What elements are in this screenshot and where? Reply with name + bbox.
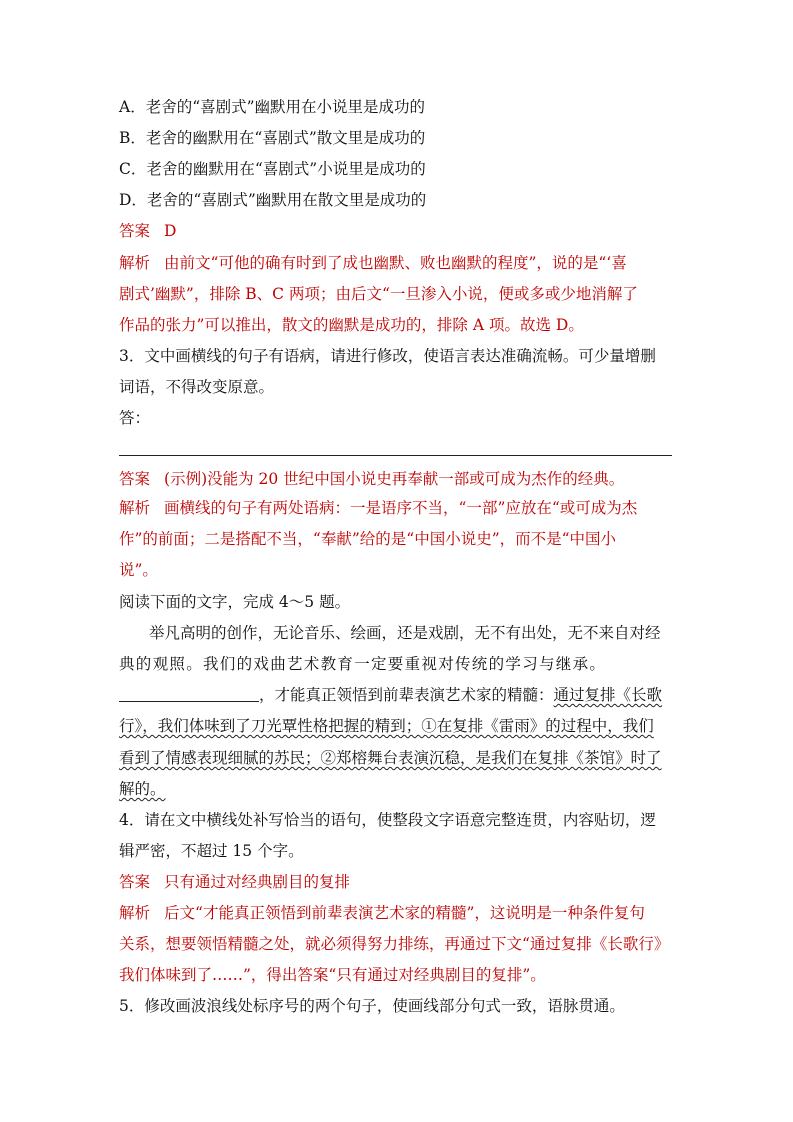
wavy-underlined-text: 通过复排《长歌 xyxy=(553,686,663,704)
option-b: B．老舍的幽默用在“喜剧式”散文里是成功的 xyxy=(119,129,426,147)
passage-line-6 xyxy=(119,779,679,799)
q3-answer xyxy=(119,469,679,489)
q2-analysis-line-1: 解析 由前文“可他的确有时到了成也幽默、败也幽默的程度”，说的是“‘喜 xyxy=(119,254,627,272)
passage-line-2: 典的观照。我们的戏曲艺术教育一定要重视对传统的学习与继承。 xyxy=(119,655,607,673)
q3-analysis-line-1: 解析 画横线的句子有两处语病：一是语序不当，“一部”应放在“或可成为杰 xyxy=(119,499,638,517)
q3-question-line-1: 3．文中画横线的句子有语病，请进行修改，使语言表达准确流畅。可少量增删 xyxy=(119,347,656,365)
passage-line-4 xyxy=(119,716,679,736)
answer-value: (示例)没能为 20 世纪中国小说史再奉献一部或可成为杰作的经典。 xyxy=(164,470,625,488)
fill-in-blank[interactable] xyxy=(119,687,259,702)
answer-value: 只有通过对经典剧目的复排 xyxy=(164,873,351,891)
q2-analysis-line-3: 作品的张力”可以推出，散文的幽默是成功的，排除 A 项。故选 D。 xyxy=(119,316,584,334)
passage-line-5 xyxy=(119,748,679,768)
option-c: C．老舍的幽默用在“喜剧式”小说里是成功的 xyxy=(119,160,426,178)
wavy-underlined-text: 看到了情感表现细腻的苏民；②郑榕舞台表演沉稳，是我们在复排《茶馆》时了 xyxy=(119,749,662,767)
answer-value: D xyxy=(164,222,177,240)
answer-label: 答案 xyxy=(119,873,151,891)
q3-answer-prompt: 答： xyxy=(119,409,151,427)
answer-label: 答案 xyxy=(119,222,151,240)
passage-intro: 阅读下面的文字，完成 4～5 题。 xyxy=(119,593,351,611)
analysis-label: 解析 xyxy=(119,499,151,517)
q4-analysis-line-1: 解析 后文“才能真正领悟到前辈表演艺术家的精髓”，这说明是一种条件复句 xyxy=(119,904,645,922)
option-a: A．老舍的“喜剧式”幽默用在小说里是成功的 xyxy=(119,98,426,116)
passage-line-3: ，才能真正领悟到前辈表演艺术家的精髓：通过复排《长歌 xyxy=(119,685,679,705)
analysis-label: 解析 xyxy=(119,904,151,922)
analysis-label: 解析 xyxy=(119,254,151,272)
q3-analysis-line-2: 作”的前面；二是搭配不当，“奉献”给的是“中国小说史”，而不是“中国小 xyxy=(119,530,617,548)
q2-analysis-line-2: 剧式’幽默”，排除 B、C 两项；由后文“一旦渗入小说，便或多或少地消解了 xyxy=(119,285,638,303)
passage-line-1: 举凡高明的创作，无论音乐、绘画，还是戏剧，无不有出处，无不来自对经 xyxy=(149,624,661,642)
q3-analysis-line-3: 说”。 xyxy=(119,561,158,579)
q4-question-line-1: 4．请在文中横线处补写恰当的语句，使整段文字语意完整连贯，内容贴切，逻 xyxy=(119,811,656,829)
q4-analysis-line-2: 关系，想要领悟精髓之处，就必须得努力排练，再通过下文“通过复排《长歌行》 xyxy=(119,935,670,953)
wavy-underlined-text: 行》，我们体味到了刀光覃性格把握的精到；①在复排《雷雨》的过程中，我们 xyxy=(119,717,654,735)
q2-answer xyxy=(119,221,679,241)
q5-question: 5．修改画波浪线处标序号的两个句子，使画线部分句式一致，语脉贯通。 xyxy=(119,997,625,1015)
answer-label: 答案 xyxy=(119,470,151,488)
q4-answer xyxy=(119,872,679,892)
q3-question-line-2: 词语，不得改变原意。 xyxy=(119,378,275,396)
q4-question-line-2: 辑严密，不超过 15 个字。 xyxy=(119,842,304,860)
q4-analysis-line-3: 我们体味到了……”，得出答案“只有通过对经典剧目的复排”。 xyxy=(119,966,546,984)
answer-blank-line xyxy=(119,455,672,456)
wavy-underlined-text: 解的。 xyxy=(119,780,166,798)
option-d: D．老舍的“喜剧式”幽默用在散文里是成功的 xyxy=(119,191,427,209)
